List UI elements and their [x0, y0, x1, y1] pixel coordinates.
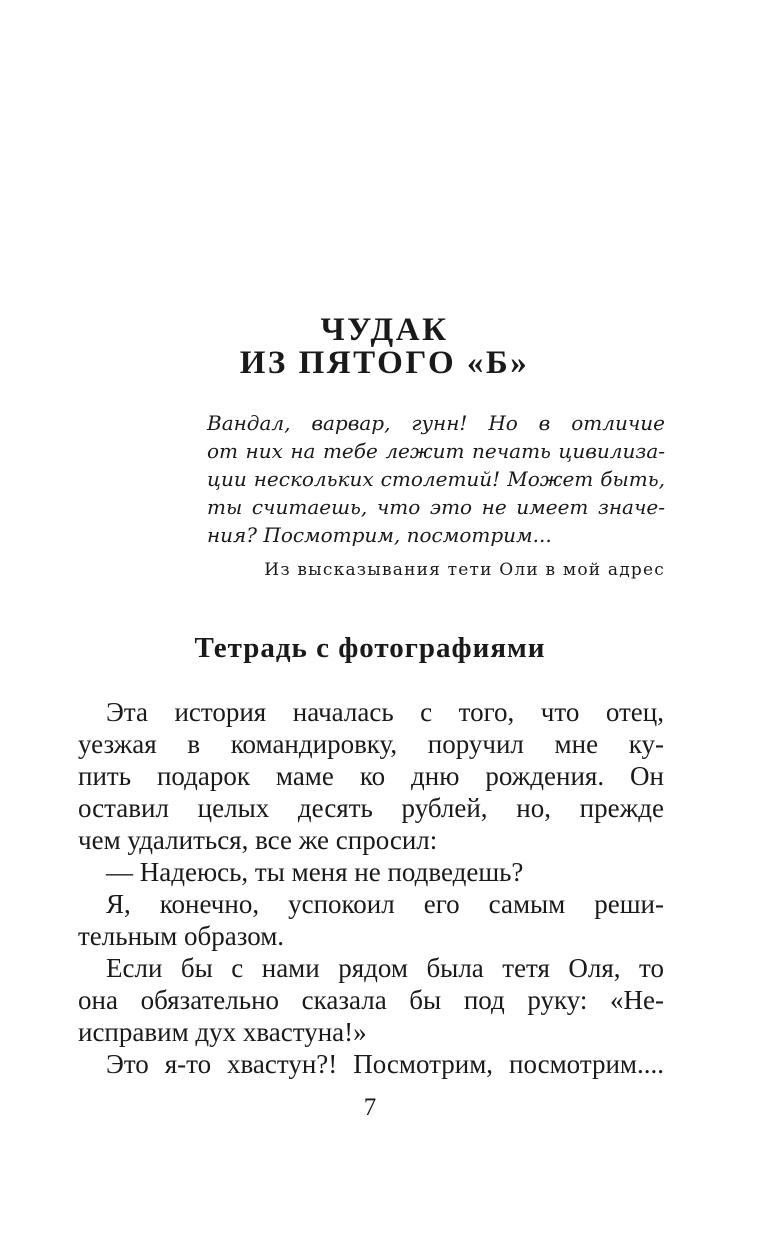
- body-line: уезжая в командировку, поручил мне ку-: [78, 729, 664, 759]
- body-line: Эта история началась с того, что отец,: [106, 697, 664, 727]
- chapter-title: Тетрадь с фотографиями: [194, 632, 546, 664]
- epigraph-line: ты считаешь, что это не имеет значе-: [207, 495, 665, 519]
- body-line: тельным образом.: [78, 921, 285, 951]
- story-title-line-1: ЧУДАК: [320, 312, 449, 348]
- body-line: оставил целых десять рублей, но, прежде: [78, 793, 664, 823]
- body-line: чем удалиться, все же спросил:: [78, 825, 438, 855]
- story-title-line-2: ИЗ ПЯТОГО «Б»: [239, 345, 530, 381]
- epigraph-line: от них на тебе лежит печать цивилиза-: [207, 439, 665, 463]
- body-line: Я, конечно, успокоил его самым реши-: [106, 889, 664, 919]
- epigraph-line: Вандал, варвар, гунн! Но в отличие: [207, 411, 665, 435]
- body-line: она обязательно сказала бы под руку: «Не-: [78, 985, 664, 1015]
- body-line: — Надеюсь, ты меня не подведешь?: [106, 857, 524, 887]
- epigraph-line: ния? Посмотрим, посмотрим...: [207, 523, 552, 547]
- body-line: пить подарок маме ко дню рождения. Он: [78, 761, 664, 791]
- epigraph-line: ции нескольких столетий! Может быть,: [207, 467, 665, 491]
- page-number: 7: [363, 1094, 377, 1121]
- body-line: Это я-то хвастун?! Посмотрим, посмотрим....: [106, 1049, 664, 1079]
- body-line: Если бы с нами рядом была тетя Оля, то: [106, 953, 664, 983]
- body-line: исправим дух хвастуна!»: [78, 1017, 367, 1047]
- epigraph-attribution: Из высказывания тети Оли в мой адрес: [264, 560, 665, 580]
